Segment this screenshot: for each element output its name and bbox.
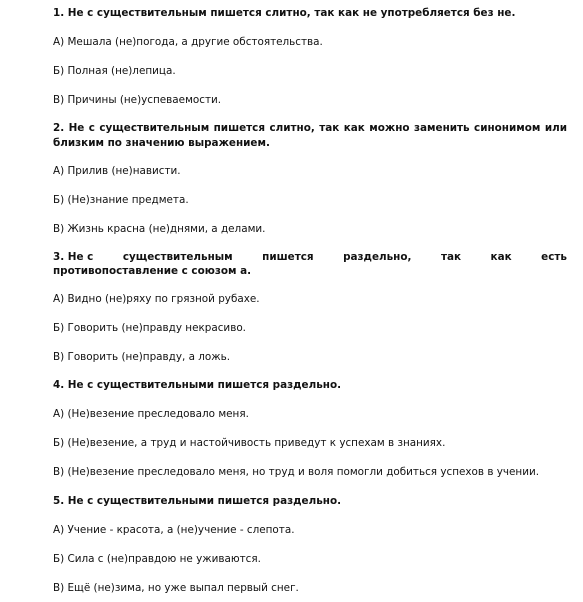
question-2-title: 2. Не с существительным пишется слитно, так как можно заменить синонимом или близким по значению выражением. [53, 122, 567, 149]
question-4-option-c: В) (Не)везение преследовало меня, но труд и воля помогли добиться успехов в учении. [53, 466, 540, 478]
question-3-title-word: как [490, 251, 512, 263]
question-2-option-a: А) Прилив (не)нависти. [53, 165, 181, 177]
question-3-title [53, 250, 567, 265]
question-3-title-line2: противопоставление с союзом а. [53, 265, 252, 277]
question-3-title-word: так [440, 251, 462, 263]
question-1-option-c: В) Причины (не)успеваемости. [53, 94, 222, 106]
question-3-title-word: есть [541, 251, 567, 263]
question-4-option-a: А) (Не)везение преследовало меня. [53, 408, 249, 420]
question-2-option-c: В) Жизнь красна (не)днями, а делами. [53, 223, 266, 235]
question-5-option-a: А) Учение - красота, а (не)учение - слепота. [53, 524, 295, 536]
question-3-option-b: Б) Говорить (не)правду некрасиво. [53, 322, 246, 334]
question-2-option-b: Б) (Не)знание предмета. [53, 194, 189, 206]
question-3-title-word: 3. Не с [53, 251, 94, 263]
question-5-title: 5. Не с существительными пишется раздельно. [53, 495, 342, 507]
question-3-title-word: пишется [262, 251, 314, 263]
question-5-option-c: В) Ещё (не)зима, но уже выпал первый снег. [53, 582, 299, 594]
question-1-option-a: А) Мешала (не)погода, а другие обстоятельства. [53, 36, 323, 48]
question-3-option-c: В) Говорить (не)правду, а ложь. [53, 351, 231, 363]
question-3-option-a: А) Видно (не)ряху по грязной рубахе. [53, 293, 260, 305]
question-1-option-b: Б) Полная (не)лепица. [53, 65, 176, 77]
question-3-title-word: раздельно, [343, 251, 412, 263]
question-3-title-word: существительным [122, 251, 233, 263]
question-4-option-b: Б) (Не)везение, а труд и настойчивость приведут к успехам в знаниях. [53, 437, 446, 449]
question-5-option-b: Б) Сила с (не)правдою не уживаются. [53, 553, 261, 565]
question-4-title: 4. Не с существительными пишется раздельно. [53, 379, 342, 391]
question-1-title: 1. Не с существительным пишется слитно, так как не употребляется без не. [53, 7, 516, 19]
